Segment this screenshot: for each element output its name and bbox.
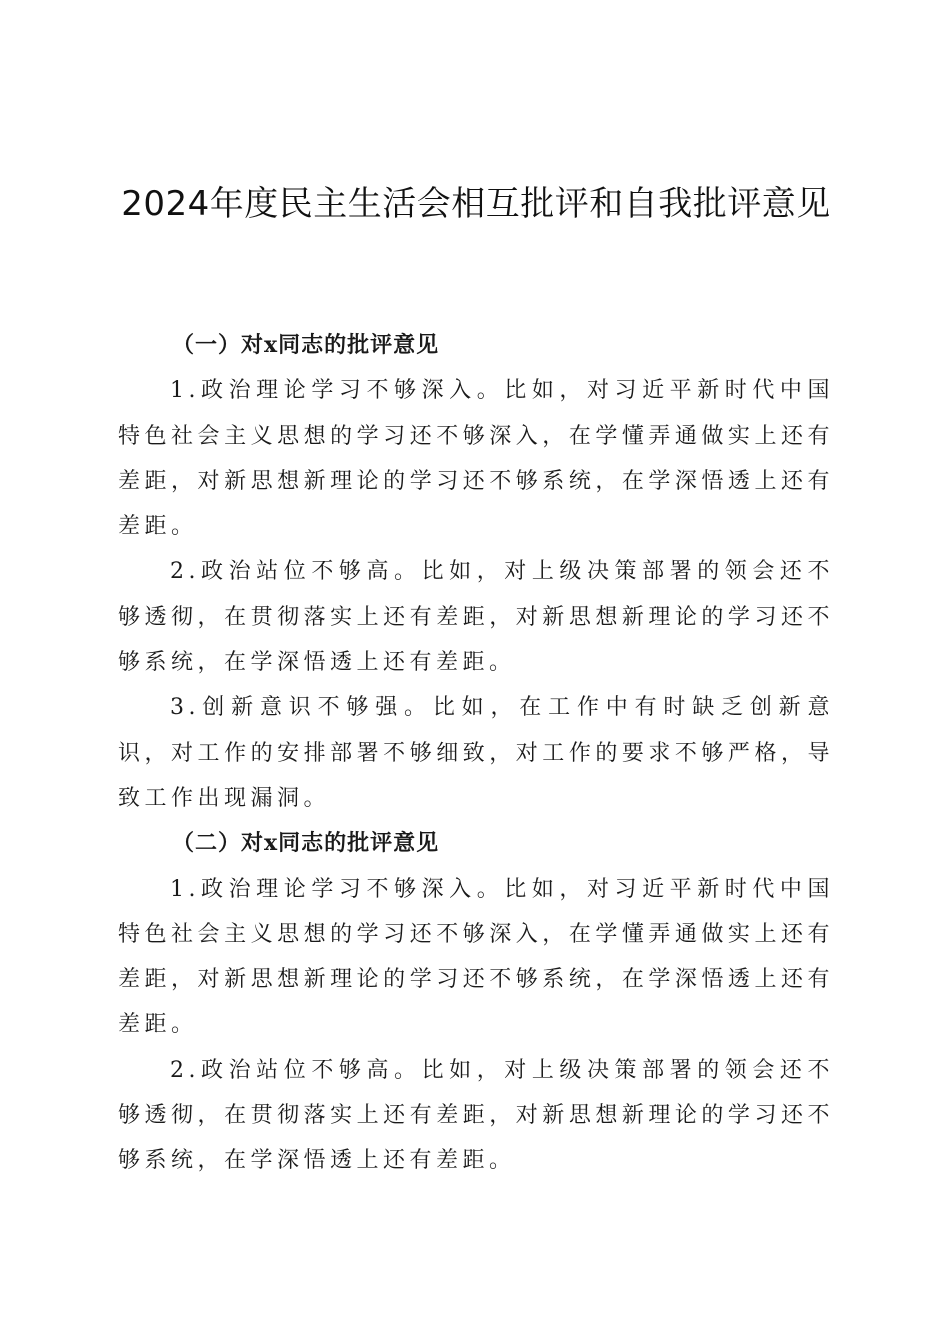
document-body [118,323,834,1184]
paragraph-2-2: 2.政治站位不够高。比如，对上级决策部署的领会还不够透彻，在贯彻落实上还有差距，对新思想新理论的学习还不够系统，在学深悟透上还有差距。 [118,1057,834,1174]
paragraph-1-2: 2.政治站位不够高。比如，对上级决策部署的领会还不够透彻，在贯彻落实上还有差距，对新思想新理论的学习还不够系统，在学深悟透上还有差距。 [118,559,834,676]
section-heading-1: （一）对x同志的批评意见 [172,332,440,358]
paragraph-2-1: 1.政治理论学习不够深入。比如，对习近平新时代中国特色社会主义思想的学习还不够深入，在学懂弄通做实上还有差距，对新思想新理论的学习还不够系统，在学深悟透上还有差距。 [118,876,834,1038]
document-title: 2024年度民主生活会相互批评和自我批评意见 [121,183,831,224]
paragraph-1-1: 1.政治理论学习不够深入。比如，对习近平新时代中国特色社会主义思想的学习还不够深入，在学懂弄通做实上还有差距，对新思想新理论的学习还不够系统，在学深悟透上还有差距。 [118,378,834,540]
section-heading-2: （二）对x同志的批评意见 [172,830,440,857]
paragraph-1-3: 3.创新意识不够强。比如，在工作中有时缺乏创新意识，对工作的安排部署不够细致，对工作的要求不够严格，导致工作出现漏洞。 [118,695,834,811]
